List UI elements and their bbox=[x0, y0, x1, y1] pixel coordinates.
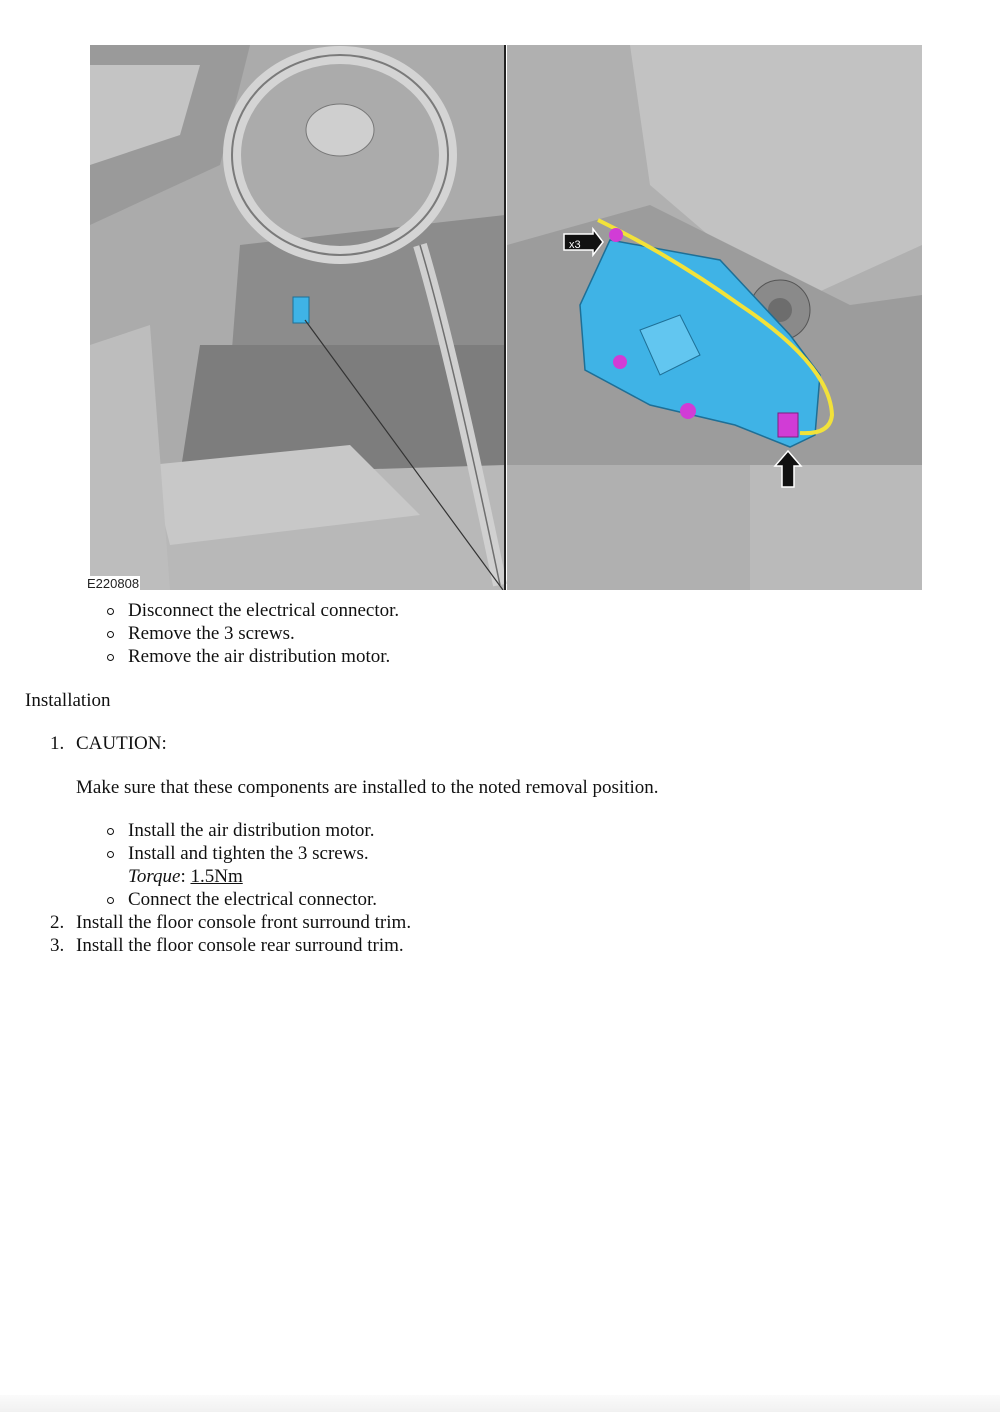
step-text: Install the floor console front surround trim. bbox=[76, 912, 412, 933]
step-number: 2. bbox=[50, 912, 65, 933]
removal-step-list bbox=[105, 599, 399, 668]
step-number: 1. bbox=[50, 733, 65, 754]
caution-text: Make sure that these components are installed to the noted removal position. bbox=[76, 777, 659, 798]
illustration-svg bbox=[90, 45, 922, 590]
caution-title: CAUTION: bbox=[76, 733, 167, 754]
section-heading: Installation bbox=[25, 690, 111, 711]
figure-id: E220808 bbox=[87, 576, 140, 591]
list-item: Disconnect the electrical connector. bbox=[105, 599, 399, 622]
torque-separator: : bbox=[180, 866, 186, 887]
installation-substep-list bbox=[105, 819, 377, 911]
svg-text:x3: x3 bbox=[569, 239, 581, 251]
page-bottom-edge bbox=[0, 1395, 1000, 1412]
step-number: 3. bbox=[50, 935, 65, 956]
list-item: Remove the air distribution motor. bbox=[105, 645, 399, 668]
substep-text: Install and tighten the 3 screws. bbox=[128, 843, 369, 864]
list-item bbox=[105, 842, 377, 888]
list-item: Install the air distribution motor. bbox=[105, 819, 377, 842]
procedure-illustration bbox=[90, 45, 922, 590]
list-item: Remove the 3 screws. bbox=[105, 622, 399, 645]
step-text: Install the floor console rear surround trim. bbox=[76, 935, 404, 956]
torque-label: Torque bbox=[128, 866, 181, 887]
motor-detail-panel bbox=[507, 45, 922, 590]
torque-value: 1.5Nm bbox=[190, 866, 243, 887]
list-item: Connect the electrical connector. bbox=[105, 888, 377, 911]
cabin-overview-panel bbox=[90, 45, 505, 590]
